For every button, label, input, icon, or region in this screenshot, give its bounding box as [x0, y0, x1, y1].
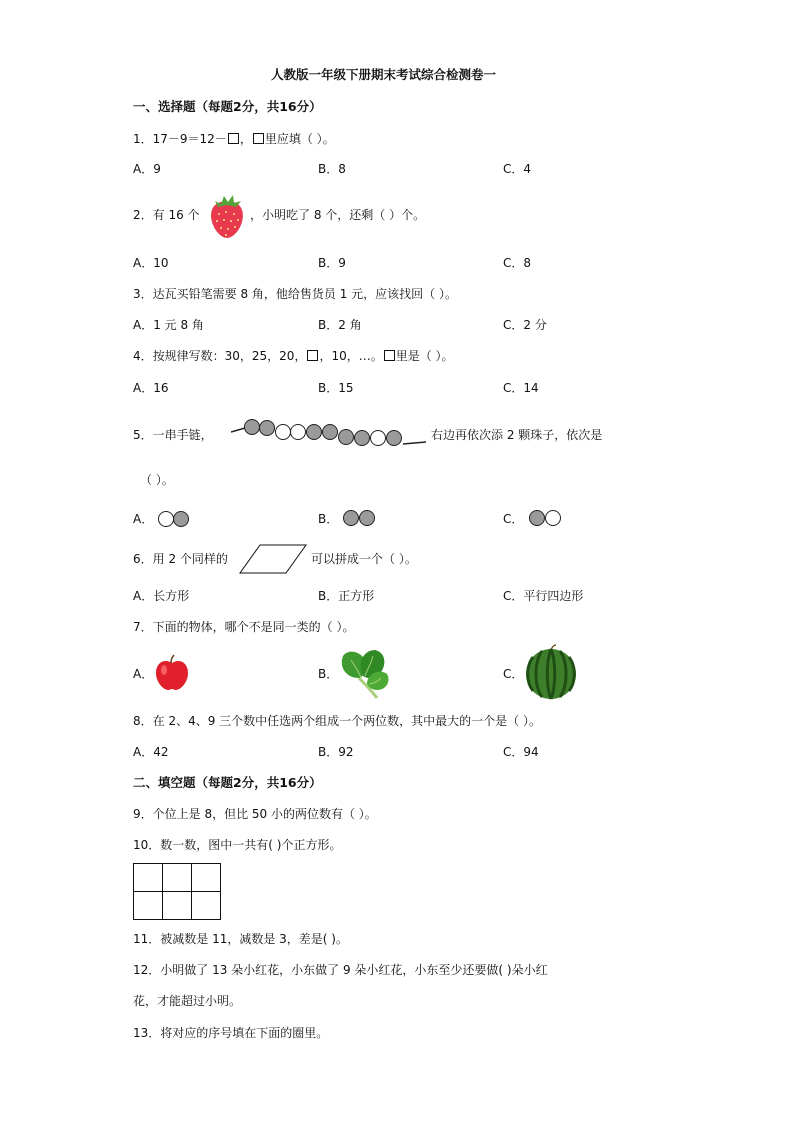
q6-option-c[interactable]: C．平行四边形 — [503, 589, 584, 603]
question-1-stem — [133, 131, 335, 147]
grid-cell — [163, 864, 192, 892]
section-fill-heading: 二、填空题（每题2分，共16分） — [133, 775, 322, 790]
q2-option-b[interactable]: B．9 — [318, 256, 346, 270]
q5-text-c: （ ）。 — [140, 473, 174, 487]
bead-gray — [338, 429, 354, 445]
q6-text-a: 6．用 2 个同样的 — [133, 552, 228, 566]
q5-option-a[interactable]: A． — [133, 512, 154, 526]
square-grid-figure — [133, 863, 221, 920]
q1-text-c: 里应填（ ）。 — [264, 132, 335, 146]
bracelet-figure — [231, 418, 427, 448]
bead-gray — [343, 510, 359, 526]
question-4-stem — [133, 348, 454, 364]
bead-gray — [244, 419, 260, 435]
q5-text-b: 右边再依次添 2 颗珠子，依次是 — [431, 428, 603, 442]
q6-option-a[interactable]: A．长方形 — [133, 589, 190, 603]
bead-white — [545, 510, 561, 526]
q2-text-b: ，小明吃了 8 个，还剩（ ）个。 — [250, 208, 426, 222]
q7-option-c[interactable]: C． — [503, 667, 524, 681]
q4-text-b: ，10，…。 — [319, 349, 383, 363]
bead-gray — [359, 510, 375, 526]
q7-option-b[interactable]: B． — [318, 667, 339, 681]
question-7-stem: 7．下面的物体，哪个不是同一类的（ ）。 — [133, 620, 355, 634]
q5-option-b[interactable]: B． — [318, 512, 339, 526]
q3-option-b[interactable]: B．2 角 — [318, 318, 362, 332]
bead-gray — [386, 430, 402, 446]
bead-white — [290, 424, 306, 440]
section-choice-heading: 一、选择题（每题2分，共16分） — [133, 99, 322, 114]
blank-box-icon — [384, 350, 395, 361]
bead-gray — [306, 424, 322, 440]
watermelon-icon — [524, 644, 578, 700]
question-9-stem: 9．个位上是 8，但比 50 小的两位数有（ ）。 — [133, 807, 377, 821]
grid-row — [134, 892, 221, 920]
q2-text-a: 2．有 16 个 — [133, 208, 200, 222]
page-title: 人教版一年级下册期末考试综合检测卷一 — [271, 67, 497, 82]
bead-white — [370, 430, 386, 446]
q5-text-a: 5．一串手链， — [133, 428, 213, 442]
q2-option-c[interactable]: C．8 — [503, 256, 532, 270]
grid-cell — [134, 892, 163, 920]
question-8-stem: 8．在 2、4、9 三个数中任选两个组成一个两位数，其中最大的一个是（ ）。 — [133, 714, 541, 728]
question-12-line2: 花，才能超过小明。 — [133, 994, 242, 1008]
bead-gray — [529, 510, 545, 526]
q4-option-b[interactable]: B．15 — [318, 381, 354, 395]
question-3-stem: 3．达瓦买铅笔需要 8 角，他给售货员 1 元，应该找回（ ）。 — [133, 287, 457, 301]
q1-option-b[interactable]: B．8 — [318, 162, 346, 176]
bead-white — [275, 424, 291, 440]
blank-box-icon — [307, 350, 318, 361]
q7-option-a[interactable]: A． — [133, 667, 154, 681]
grid-cell — [192, 892, 221, 920]
bead-gray — [259, 420, 275, 436]
strawberry-icon — [207, 190, 247, 240]
q5-option-c[interactable]: C． — [503, 512, 524, 526]
bead-gray — [173, 511, 189, 527]
apple-icon — [154, 654, 190, 692]
grid-cell — [134, 864, 163, 892]
bead-gray — [322, 424, 338, 440]
q1-text-b: ， — [239, 132, 252, 146]
parallelogram-icon — [238, 543, 308, 575]
q3-option-c[interactable]: C．2 分 — [503, 318, 547, 332]
q8-option-c[interactable]: C．94 — [503, 745, 539, 759]
q4-option-a[interactable]: A．16 — [133, 381, 169, 395]
q6-option-b[interactable]: B．正方形 — [318, 589, 375, 603]
question-12-line1: 12．小明做了 13 朵小红花，小东做了 9 朵小红花，小东至少还要做( )朵小红 — [133, 963, 548, 977]
grid-cell — [163, 892, 192, 920]
question-10-stem: 10．数一数，图中一共有( )个正方形。 — [133, 838, 342, 852]
bead-gray — [354, 430, 370, 446]
q4-option-c[interactable]: C．14 — [503, 381, 539, 395]
question-11-stem: 11．被减数是 11，减数是 3，差是( )。 — [133, 932, 348, 946]
grid-row — [134, 864, 221, 892]
q3-option-a[interactable]: A．1 元 8 角 — [133, 318, 204, 332]
q1-option-a[interactable]: A．9 — [133, 162, 161, 176]
spinach-icon — [337, 646, 393, 700]
q8-option-b[interactable]: B．92 — [318, 745, 354, 759]
grid-cell — [192, 864, 221, 892]
q2-option-a[interactable]: A．10 — [133, 256, 169, 270]
q1-text-a: 1．17－9＝12－ — [133, 132, 227, 146]
question-13-stem: 13．将对应的序号填在下面的圈里。 — [133, 1026, 329, 1040]
bead-white — [158, 511, 174, 527]
q6-text-b: 可以拼成一个（ ）。 — [311, 552, 417, 566]
q8-option-a[interactable]: A．42 — [133, 745, 169, 759]
q1-option-c[interactable]: C．4 — [503, 162, 532, 176]
blank-box-icon — [228, 133, 239, 144]
q4-text-a: 4．按规律写数：30，25，20， — [133, 349, 307, 363]
q4-text-c: 里是（ ）。 — [395, 349, 454, 363]
blank-box-icon — [253, 133, 264, 144]
